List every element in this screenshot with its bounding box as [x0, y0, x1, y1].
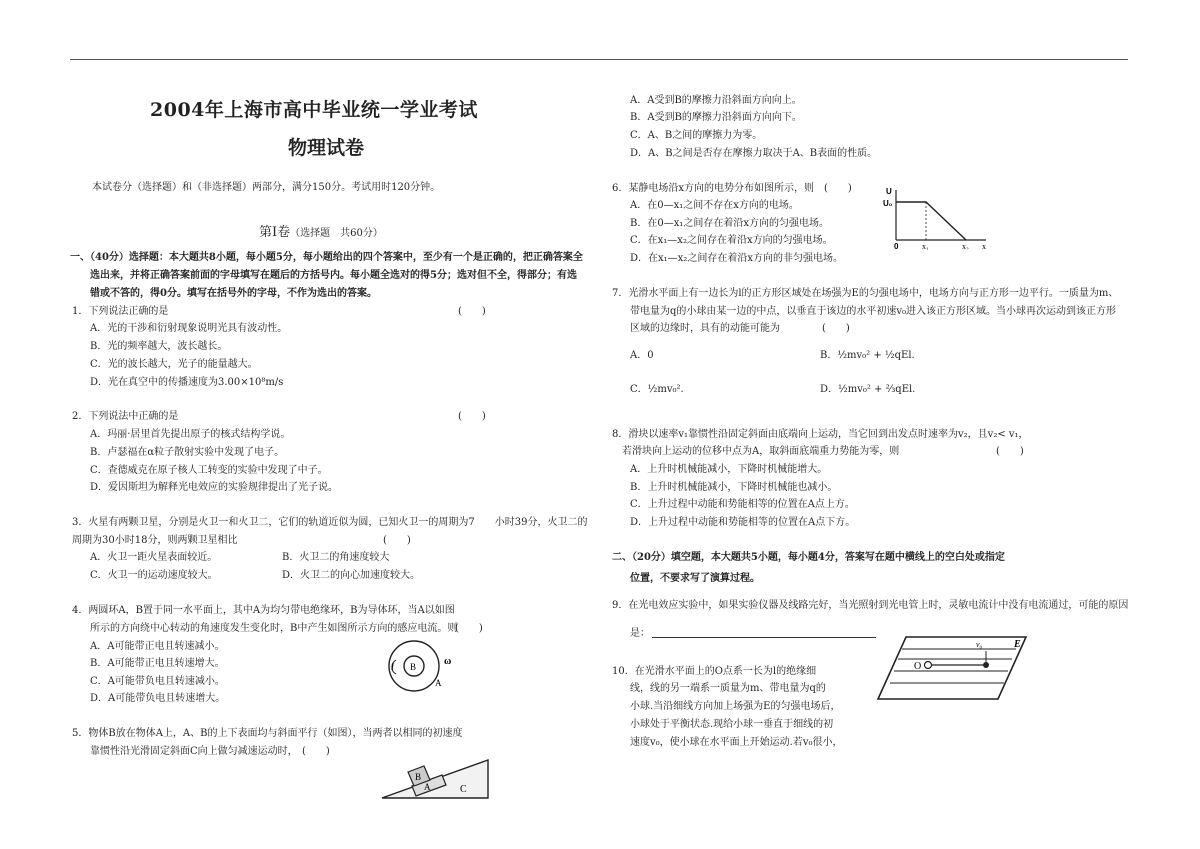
label-x1: x₁ — [922, 242, 929, 250]
q4-stem-2: 所示的方向绕中心转动的角速度发生变化时，B中产生如图所示方向的感应电流。则 — [90, 623, 458, 634]
q4-bracket: ( ) — [455, 623, 483, 634]
q2-bracket: ( ) — [458, 411, 486, 422]
q3-option: C．火卫一的运动速度较大。 — [90, 570, 218, 581]
q7-stem-2: 带电量为q的小球由某一边的中点，以垂直于该边的水平初速v₀进入该正方形区域。当小球再次运动到该正方形 — [630, 306, 1117, 317]
q5-stem-2: 靠惯性沿光滑固定斜面C向上做匀减速运动时， — [90, 746, 298, 757]
q3-stem: 3．火星有两颗卫星，分别是火卫一和火卫二，它们的轨道近似为圆，已知火卫一的周期为7 小时39分，火卫二的 — [72, 517, 588, 528]
q8-option: D．上升过程中动能和势能相等的位置在A点下方。 — [630, 517, 856, 528]
label-origin: 0 — [894, 242, 899, 250]
part2-header-line: 二、（20分）填空题，本大题共5小题，每小题4分，答案写在题中横线上的空白处或指定 — [612, 552, 1005, 563]
q4-ring-figure — [382, 638, 460, 694]
q3-bracket: ( ) — [383, 535, 411, 546]
potential-curve — [896, 202, 966, 240]
q9-stem: 9．在光电效应实验中，如果实验仪器及线路完好，当光照射到光电管上时，灵敏电流计中没有电流通过，可能的原因 — [612, 600, 1129, 611]
q10-line: 小球.当沿细线方向加上场强为E的匀强电场后， — [630, 701, 841, 712]
q7-option: A．0 — [630, 350, 654, 361]
label-a: A — [435, 678, 442, 688]
q3-option: B．火卫二的角速度较大 — [282, 552, 390, 563]
q7-bracket: ( ) — [822, 323, 850, 334]
q5-option: A．A受到B的摩擦力沿斜面方向向上。 — [630, 95, 802, 106]
part2-header-line: 位置，不要求写了演算过程。 — [630, 573, 760, 584]
q6-potential-graph — [882, 184, 992, 250]
q7-option: D．½mv₀² + ⅔qEl. — [820, 384, 916, 395]
q7-stem: 7．光滑水平面上有一边长为l的正方形区域处在场强为E的匀强电场中，电场方向与正方形一边平行。一质量为m、 — [612, 288, 1119, 299]
q10-line: 线，线的另一端系一质量为m、带电量为q的 — [630, 683, 826, 694]
q2-option: D．爱因斯坦为解释光电效应的实验规律提出了光子说。 — [90, 482, 339, 493]
pivot-o — [925, 662, 932, 669]
q1-option: D．光在真空中的传播速度为3.00×10⁸m/s — [90, 377, 284, 388]
q2-option: B．卢瑟福在α粒子散射实验中发现了电子。 — [90, 447, 285, 458]
q1-option: A．光的干涉和衍射现象说明光具有波动性。 — [90, 323, 288, 334]
q6-option: B．在0—x₁之间存在着沿x方向的匀强电场。 — [630, 218, 829, 229]
q3-option: D．火卫二的向心加速度较大。 — [282, 570, 421, 581]
q8-stem: 8．滑块以速率v₁靠惯性沿固定斜面由底端向上运动，当它回到出发点时速率为v₂，且v₂< v₁， — [612, 429, 1029, 440]
q4-option: C．A可能带负电且转速减小。 — [90, 676, 225, 687]
plane — [878, 637, 1026, 699]
part1-header-line: 错或不答的，得0分。填写在括号外的字母，不作为选出的答案。 — [90, 288, 377, 299]
label-v0: v₀ — [976, 640, 983, 649]
label-b: B — [410, 662, 417, 672]
q6-option: C．在x₁—x₂之间存在着沿x方向的匀强电场。 — [630, 235, 833, 246]
q2-option: C．查德威克在原子核人工转变的实验中发现了中子。 — [90, 465, 328, 476]
q2-stem: 2．下列说法中正确的是 — [72, 411, 179, 422]
q7-option: C．½mv₀². — [630, 384, 684, 395]
q10-line: 10．在光滑水平面上的O点系一长为l的绝缘细 — [612, 666, 817, 677]
label-o: O — [914, 661, 922, 672]
section-title: 第Ⅰ卷（选择题 共60分） — [259, 225, 383, 240]
label-x2: x₂ — [962, 242, 969, 250]
q4-option: B．A可能带正电且转速增大。 — [90, 658, 225, 669]
q1-option: C．光的波长越大，光子的能量越大。 — [90, 359, 258, 370]
label-u0: U₀ — [883, 199, 893, 208]
q8-option: B．上升时机械能减小，下降时机械能也减小。 — [630, 482, 838, 493]
exam-subtitle: 物理试卷 — [288, 137, 365, 159]
q3-stem-2: 周期为30小时18分，则两颗卫星相比 — [72, 535, 238, 546]
q5-option: D．A、B之间是否存在摩擦力取决于A、B表面的性质。 — [630, 148, 878, 159]
q5-incline-figure — [378, 752, 492, 802]
label-a: A — [424, 782, 431, 792]
q5-option: C．A、B之间的摩擦力为零。 — [630, 130, 763, 141]
label-c: C — [460, 784, 467, 795]
q8-option: C．上升过程中动能和势能相等的位置在A点上方。 — [630, 499, 855, 510]
q9-answer-blank[interactable] — [652, 637, 876, 638]
q10-field-figure — [876, 633, 1030, 703]
q8-option: A．上升时机械能减小，下降时机械能增大。 — [630, 464, 828, 475]
label-x: x — [982, 242, 986, 250]
q1-stem: 1．下列说法正确的是 — [72, 306, 169, 317]
q3-option: A．火卫一距火星表面较近。 — [90, 552, 218, 563]
label-b: B — [415, 772, 422, 782]
part1-header-line: 一、（40分）选择题：本大题共8小题，每小题5分，每小题给出的四个答案中，至少有一个是正确的，把正确答案全 — [70, 252, 583, 263]
q6-bracket: ( ) — [824, 183, 852, 194]
q10-line: 小球处于平衡状态.现给小球一垂直于细线的初 — [630, 719, 834, 730]
q10-line: 速度v₀，使小球在水平面上开始运动.若v₀很小， — [630, 737, 843, 748]
label-i: I — [391, 662, 394, 672]
q6-stem: 6．某静电场沿x方向的电势分布如图所示，则 — [612, 183, 815, 194]
label-e: E — [1014, 639, 1021, 650]
q8-bracket: ( ) — [996, 446, 1024, 457]
top-rule — [70, 59, 1128, 60]
exam-title: 2004年上海市高中毕业统一学业考试 — [150, 99, 478, 121]
q1-bracket: ( ) — [458, 306, 486, 317]
q5-option: B．A受到B的摩擦力沿斜面方向向下。 — [630, 112, 802, 123]
q4-option: A．A可能带正电且转速减小。 — [90, 641, 225, 652]
q9-answer-label: 是： — [630, 628, 650, 639]
exam-intro: 本试卷分（选择题）和（非选择题）两部分，满分150分。考试用时120分钟。 — [92, 182, 441, 193]
q6-option: D．在x₁—x₂之间存在着沿x方向的非匀强电场。 — [630, 253, 843, 264]
q8-stem-2: 若滑块向上运动的位移中点为A，取斜面底端重力势能为零，则 — [622, 446, 900, 457]
q4-option: D．A可能带负电且转速增大。 — [90, 693, 226, 704]
label-u: U — [886, 187, 892, 196]
q6-option: A．在0—x₁之间不存在x方向的电场。 — [630, 200, 799, 211]
q4-stem: 4．两圆环A，B置于同一水平面上，其中A为均匀带电绝缘环，B为导体环，当A以如图 — [72, 605, 455, 616]
q1-option: B．光的频率越大，波长越长。 — [90, 341, 228, 352]
q2-option: A．玛丽·居里首先提出原子的核式结构学说。 — [90, 429, 291, 440]
q5-bracket: ( ) — [302, 746, 330, 757]
q7-stem-3: 区域的边缘时，具有的动能可能为 — [630, 323, 780, 334]
part1-header-line: 选出来，并将正确答案前面的字母填写在题后的方括号内。每小题全选对的得5分；选对但不全，得部分；有选 — [90, 270, 577, 281]
label-omega: ω — [444, 656, 452, 667]
q5-stem: 5．物体B放在物体A上，A、B的上下表面均与斜面平行（如图），当两者以相同的初速度 — [72, 728, 463, 739]
q7-option: B．½mv₀² + ½qEl. — [820, 350, 915, 361]
